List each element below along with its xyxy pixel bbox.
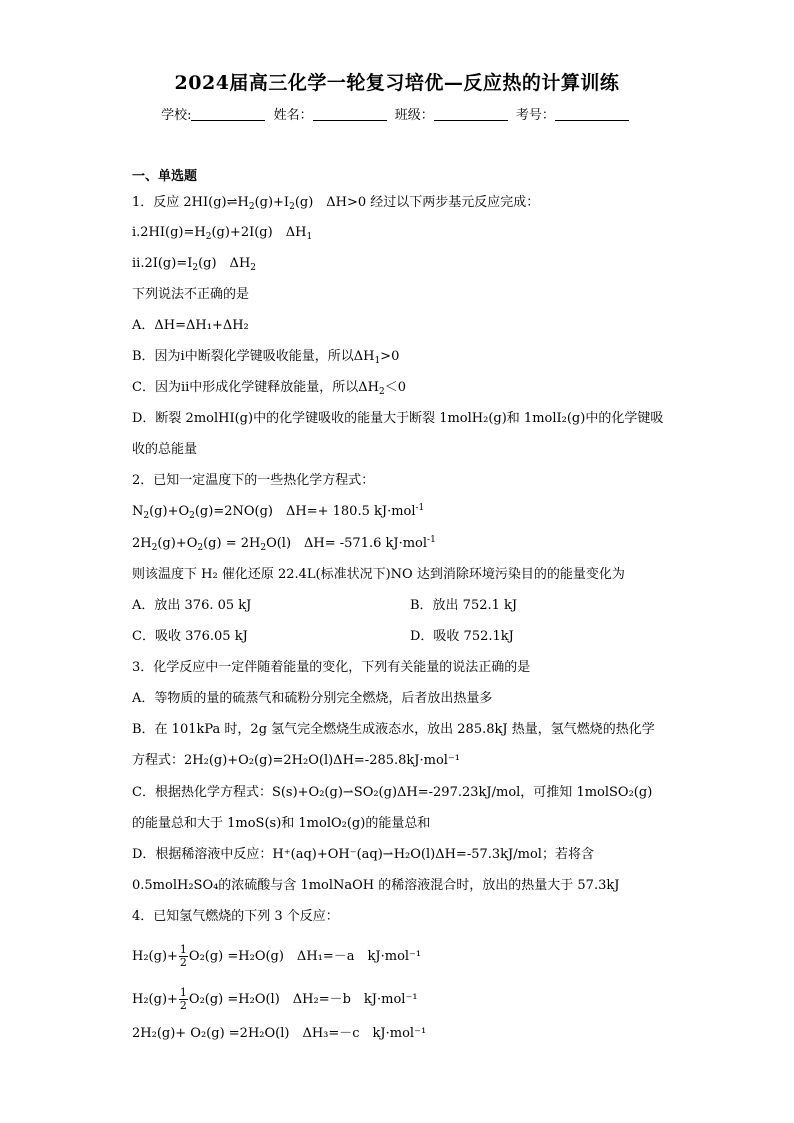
school-label: 学校:: [161, 108, 192, 123]
q1-option-b[interactable]: B．因为ⅰ中断裂化学键吸收能量，所以$\Delta H_1>0$: [132, 349, 400, 366]
q4-equation-2: H₂(g)+ $\frac{1}{2}$ O₂(g) =H₂O(l) ΔH₂=－b kJ·mol⁻¹: [132, 986, 418, 1012]
q2-stem: 2．已知一定温度下的一些热化学方程式：: [132, 473, 375, 488]
q3-option-c-cont: 的能量总和大于 1moS(s)和 1molO₂(g)的能量总和: [132, 816, 431, 831]
q2-equation-1: $N_2(g)+O_2(g)=2NO(g)$ ΔH=+ 180.5 kJ·mol$^{-1}$: [132, 503, 425, 521]
q1-option-c[interactable]: C．因为ⅱ中形成化学键释放能量，所以$\Delta H_2<0$: [132, 380, 407, 397]
section-heading: 一、单选题: [132, 169, 198, 184]
school-blank[interactable]: [191, 108, 265, 121]
class-label: 班级：: [394, 108, 434, 123]
student-info-line: [0, 104, 794, 123]
q2-equation-2: $2H_2(g)+O_2(g) = 2H_2O(l)$ ΔH= -571.6 kJ·mol$^{-1}$: [132, 535, 436, 553]
q2-option-c[interactable]: C．吸收 376.05 kJ: [132, 629, 248, 644]
q3-stem: 3．化学反应中一定伴随着能量的变化，下列有关能量的说法正确的是: [132, 660, 531, 675]
q1-stem: 1．反应 $2HI(g)\rightleftharpoons H_2(g)+I_2(g)$ ΔH>0 经过以下两步基元反应完成：: [132, 195, 540, 212]
exam-no-label: 考号：: [515, 108, 555, 123]
q1-step1: $ⅰ.2HI(g)=H_2(g)+2I(g)$ $\Delta H_1$: [132, 225, 313, 242]
name-blank[interactable]: [313, 108, 387, 121]
q4-stem: 4．已知氢气燃烧的下列 3 个反应：: [132, 909, 339, 924]
q3-option-d[interactable]: D．根据稀溶液中反应：H⁺(aq)+OH⁻(aq)⇀H₂O(l)ΔH=-57.3kJ/mol；若将含: [132, 847, 594, 862]
q2-option-a[interactable]: A．放出 376. 05 kJ: [132, 598, 252, 613]
q3-option-b[interactable]: B．在 101kPa 时，2g 氢气完全燃烧生成液态水，放出 285.8kJ 热量，氢气燃烧的热化学: [132, 722, 655, 737]
half-fraction: $\frac{1}{2}$: [179, 943, 187, 969]
q3-option-b-cont: 方程式：2H₂(g)+O₂(g)=2H₂O(l)ΔH=-285.8kJ·mol⁻¹: [132, 753, 461, 768]
q4-equation-1: H₂(g)+ $\frac{1}{2}$ O₂(g) =H₂O(g) ΔH₁=－a kJ·mol⁻¹: [132, 943, 422, 969]
q1-step2: $ⅱ.2I(g)=I_2(g)$ $\Delta H_2$: [132, 256, 257, 273]
q3-option-d-cont: 0.5molH₂SO₄的浓硫酸与含 1molNaOH 的稀溶液混合时，放出的热量大于 57.3kJ: [132, 878, 620, 893]
class-blank[interactable]: [434, 108, 508, 121]
half-fraction: $\frac{1}{2}$: [179, 986, 187, 1012]
q1-prompt: 下列说法不正确的是: [132, 287, 250, 302]
q3-option-c[interactable]: C．根据热化学方程式：S(s)+O₂(g)⇀SO₂(g)ΔH=-297.23kJ/mol，可推知 1molSO₂(g): [132, 785, 653, 800]
q3-option-a[interactable]: A．等物质的量的硫蒸气和硫粉分别完全燃烧，后者放出热量多: [132, 691, 493, 706]
q4-equation-3: 2H₂(g)+ O₂(g) =2H₂O(l) ΔH₃=－c kJ·mol⁻¹: [132, 1026, 427, 1041]
q2-option-b[interactable]: B．放出 752.1 kJ: [410, 598, 518, 613]
q1-option-a[interactable]: A．ΔH=ΔH₁+ΔH₂: [132, 318, 249, 333]
document-title: 2024届高三化学一轮复习培优—反应热的计算训练: [174, 72, 620, 94]
q2-option-d[interactable]: D．吸收 752.1kJ: [410, 629, 514, 644]
exam-no-blank[interactable]: [555, 108, 629, 121]
name-label: 姓名：: [273, 108, 313, 123]
q1-option-d[interactable]: D．断裂 2molHI(g)中的化学键吸收的能量大于断裂 1molH₂(g)和 1molI₂(g)中的化学键吸: [132, 411, 664, 426]
q2-question: 则该温度下 H₂ 催化还原 22.4L(标准状况下)NO 达到消除环境污染目的的能量变化为: [132, 567, 625, 582]
q1-option-d-cont: 收的总能量: [132, 442, 198, 457]
